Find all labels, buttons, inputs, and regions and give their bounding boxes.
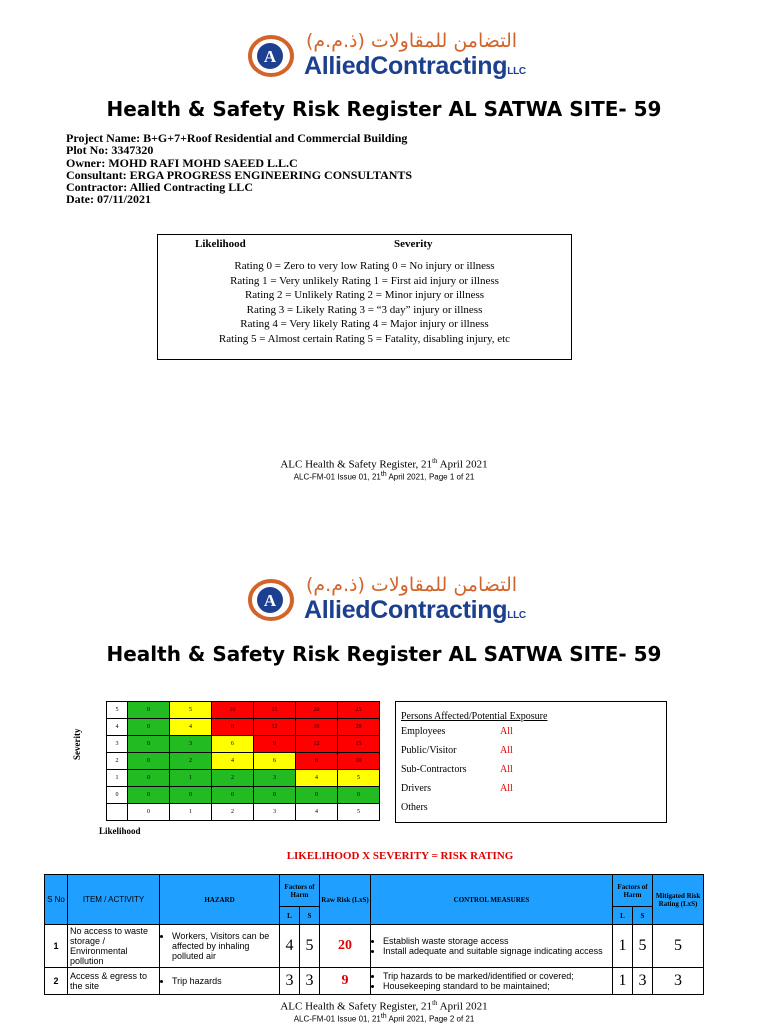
matrix-cell: 2: [170, 753, 212, 770]
svg-text:A: A: [263, 47, 277, 66]
severity-axis-label: Severity: [72, 728, 82, 760]
matrix-cell: 5: [338, 770, 380, 787]
persons-value: All: [500, 783, 513, 794]
persons-label: Sub-Contractors: [401, 764, 467, 775]
persons-label: Drivers: [401, 783, 431, 794]
logo-arabic-name: التضامن للمقاولات (ذ.م.م): [306, 574, 518, 596]
control-measure: • Housekeeping standard to be maintained;: [383, 981, 612, 991]
matrix-cell: 0: [338, 787, 380, 804]
risk-register-table: [44, 874, 704, 995]
severity-tick: 0: [107, 787, 128, 804]
col-l: L: [280, 907, 300, 925]
col-sno: S No: [45, 875, 68, 925]
likelihood-tick: 3: [254, 804, 296, 821]
matrix-cell: 10: [338, 753, 380, 770]
matrix-cell: 0: [128, 736, 170, 753]
footer-line2: ALC-FM-01 Issue 01, 21th April 2021, Page 1 of 21: [293, 470, 475, 482]
matrix-row: [107, 719, 380, 736]
matrix-cell: 12: [254, 719, 296, 736]
matrix-cell: 20: [338, 719, 380, 736]
matrix-row: [107, 702, 380, 719]
matrix-corner: [107, 804, 128, 821]
col-s: S: [300, 907, 320, 925]
page-title: Health & Safety Risk Register AL SATWA SITE- 59: [106, 642, 662, 666]
matrix-cell: 0: [170, 787, 212, 804]
matrix-row: [107, 753, 380, 770]
matrix-row: [107, 770, 380, 787]
persons-value: All: [500, 764, 513, 775]
project-name: Project Name: B+G+7+Roof Residential and Commercial Building: [66, 131, 408, 145]
matrix-cell: 12: [296, 736, 338, 753]
consultant: Consultant: ERGA PROGRESS ENGINEERING CONSULTANTS: [66, 167, 413, 182]
col-item: ITEM / ACTIVITY: [68, 875, 160, 925]
severity-tick: 3: [107, 736, 128, 753]
matrix-cell: 1: [170, 770, 212, 787]
company-logo: [248, 574, 528, 630]
matrix-cell: 10: [212, 702, 254, 719]
row-likelihood-2: 1: [613, 925, 633, 968]
likelihood-tick: 4: [296, 804, 338, 821]
rating-row: Rating 5 = Almost certain Rating 5 = Fatality, disabling injury, etc: [218, 332, 511, 345]
matrix-cell: 0: [212, 787, 254, 804]
date: Date: 07/11/2021: [66, 192, 151, 207]
rating-row: Rating 3 = Likely Rating 3 = “3 day” injury or illness: [246, 303, 483, 316]
severity-tick: 2: [107, 753, 128, 770]
logo-emblem-icon: [248, 32, 294, 78]
row-severity-2: 5: [633, 925, 653, 968]
matrix-cell: 2: [212, 770, 254, 787]
matrix-cell: 0: [128, 753, 170, 770]
contractor: Contractor: Allied Contracting LLC: [66, 180, 253, 195]
persons-affected-box: [395, 701, 667, 823]
rating-row: Rating 0 = Zero to very low Rating 0 = No injury or illness: [234, 260, 495, 272]
persons-value: All: [500, 726, 513, 737]
row-number: 2: [45, 968, 68, 995]
hazard-text: • Workers, Visitors can be affected by inhaling polluted air: [172, 931, 279, 961]
severity-tick: 4: [107, 719, 128, 736]
likelihood-axis-label: Likelihood: [99, 826, 141, 836]
matrix-cell: 6: [212, 736, 254, 753]
page-footer: [0, 457, 768, 481]
row-raw-risk: 9: [320, 968, 371, 995]
matrix-cell: 9: [254, 736, 296, 753]
matrix-cell: 4: [296, 770, 338, 787]
plot-number: Plot No: 3347320: [66, 143, 154, 158]
matrix-cell: 8: [296, 753, 338, 770]
col-s-2: S: [633, 907, 653, 925]
rating-row: Rating 2 = Unlikely Rating 2 = Minor injury or illness: [244, 289, 485, 301]
logo-emblem-icon: [248, 576, 294, 622]
row-item: Access & egress to the site: [68, 968, 160, 995]
project-details: [66, 132, 412, 206]
page-title: Health & Safety Risk Register AL SATWA SITE- 59: [106, 97, 662, 121]
col-control: CONTROL MEASURES: [371, 875, 613, 925]
table-row: [45, 968, 704, 995]
severity-header: Severity: [394, 238, 433, 250]
persons-label: Public/Visitor: [401, 745, 457, 756]
matrix-cell: 4: [212, 753, 254, 770]
row-mitigated: 5: [653, 925, 704, 968]
footer-line1: ALC Health & Safety Register, 21th April 2021: [280, 999, 488, 1013]
page-footer: [0, 999, 768, 1023]
matrix-cell: 0: [128, 787, 170, 804]
matrix-row: [107, 736, 380, 753]
row-item: No access to waste storage / Environmental pollution: [68, 925, 160, 968]
control-measure: • Establish waste storage access: [383, 936, 612, 946]
control-measure: • Install adequate and suitable signage indicating access: [383, 946, 612, 956]
matrix-cell: 3: [254, 770, 296, 787]
likelihood-tick: 2: [212, 804, 254, 821]
persons-header: Persons Affected/Potential Exposure: [401, 711, 548, 722]
row-severity-2: 3: [633, 968, 653, 995]
rating-scale-box: [157, 234, 572, 360]
rating-rows: [158, 259, 571, 346]
footer-line1: ALC Health & Safety Register, 21th April 2021: [280, 457, 488, 471]
likelihood-tick: 0: [128, 804, 170, 821]
matrix-cell: 0: [128, 719, 170, 736]
row-likelihood: 3: [280, 968, 300, 995]
severity-tick: 5: [107, 702, 128, 719]
row-hazard: [160, 925, 280, 968]
control-measure: • Trip hazards to be marked/identified or covered;: [383, 971, 612, 981]
col-raw-risk: Raw Risk (LxS): [320, 875, 371, 925]
row-mitigated: 3: [653, 968, 704, 995]
table-row: [45, 925, 704, 968]
company-logo: [248, 30, 528, 86]
col-factors-2: Factors of Harm: [613, 875, 653, 907]
matrix-cell: 8: [212, 719, 254, 736]
rating-row: Rating 1 = Very unlikely Rating 1 = First aid injury or illness: [230, 274, 499, 287]
row-hazard: [160, 968, 280, 995]
logo-english-name: AlliedContractingLLC: [304, 52, 526, 80]
matrix-cell: 15: [254, 702, 296, 719]
matrix-cell: 3: [170, 736, 212, 753]
risk-formula: LIKELIHOOD X SEVERITY = RISK RATING: [286, 850, 514, 862]
persons-value: All: [500, 745, 513, 756]
row-raw-risk: 20: [320, 925, 371, 968]
likelihood-header: Likelihood: [195, 238, 246, 250]
row-severity: 3: [300, 968, 320, 995]
svg-text:A: A: [263, 591, 277, 610]
col-mitigated: Mitigated Risk Rating (LxS): [653, 875, 704, 925]
logo-english-name: AlliedContractingLLC: [304, 596, 526, 624]
row-number: 1: [45, 925, 68, 968]
row-likelihood: 4: [280, 925, 300, 968]
matrix-cell: 16: [296, 719, 338, 736]
row-likelihood-2: 1: [613, 968, 633, 995]
logo-arabic-name: التضامن للمقاولات (ذ.م.م): [306, 30, 518, 52]
hazard-text: • Trip hazards: [172, 976, 279, 986]
matrix-cell: 5: [170, 702, 212, 719]
matrix-cell: 25: [338, 702, 380, 719]
matrix-cell: 0: [128, 770, 170, 787]
matrix-cell: 4: [170, 719, 212, 736]
risk-matrix: [106, 701, 380, 821]
matrix-cell: 6: [254, 753, 296, 770]
persons-label: Others: [401, 802, 428, 813]
col-hazard: HAZARD: [160, 875, 280, 925]
col-l-2: L: [613, 907, 633, 925]
row-severity: 5: [300, 925, 320, 968]
severity-tick: 1: [107, 770, 128, 787]
matrix-cell: 0: [254, 787, 296, 804]
matrix-row: [107, 787, 380, 804]
matrix-cell: 0: [128, 702, 170, 719]
matrix-cell: 20: [296, 702, 338, 719]
row-controls: [371, 925, 613, 968]
matrix-cell: 15: [338, 736, 380, 753]
matrix-cell: 0: [296, 787, 338, 804]
likelihood-tick: 1: [170, 804, 212, 821]
footer-line2: ALC-FM-01 Issue 01, 21th April 2021, Page 2 of 21: [293, 1012, 475, 1024]
likelihood-tick: 5: [338, 804, 380, 821]
rating-row: Rating 4 = Very likely Rating 4 = Major injury or illness: [240, 318, 489, 330]
owner: Owner: MOHD RAFI MOHD SAEED L.L.C: [66, 155, 298, 170]
persons-label: Employees: [401, 726, 446, 737]
col-factors: Factors of Harm: [280, 875, 320, 907]
row-controls: [371, 968, 613, 995]
